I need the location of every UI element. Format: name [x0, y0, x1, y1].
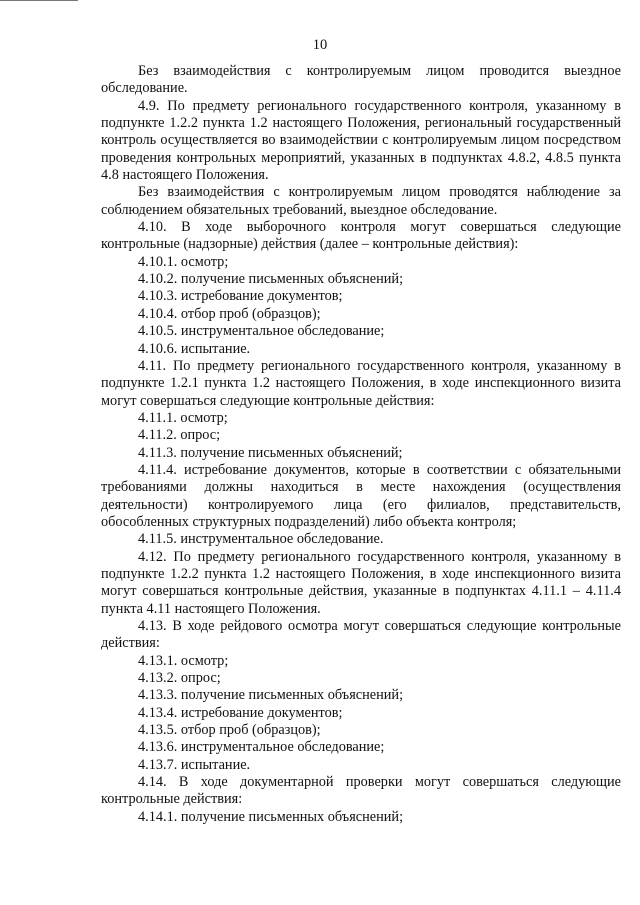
paragraph: Без взаимодействия с контролируемым лицом проводится выездное обследование. — [101, 63, 621, 97]
list-item: 4.11.1. осмотр; — [138, 409, 228, 426]
list-item: 4.13.6. инструментальное обследование; — [138, 739, 385, 756]
list-item: 4.13.1. осмотр; — [138, 652, 229, 669]
list-item: 4.13.5. отбор проб (образцов); — [138, 722, 321, 739]
paragraph: 4.14. В ходе документарной проверки могут совершаться следующие контрольные действия: — [101, 774, 621, 808]
list-item: 4.11.2. опрос; — [138, 427, 221, 444]
list-item: 4.10.4. отбор проб (образцов); — [138, 305, 321, 322]
paragraph: Без взаимодействия с контролируемым лицом проводятся наблюдение за соблюдением обязательных требований, выездное обследование. — [101, 184, 621, 218]
list-item: 4.13.4. истребование документов; — [138, 704, 343, 721]
paragraph: 4.12. По предмету регионального государственного контроля, указанному в подпункте 1.2.2 пункта 1.2 настоящего Положения, в ходе инспекционного визита могут совершаться контрольные действия, указанные в подпунктах 4.11.1 – 4.11.4 пункта 4.11 настоящего Положения. — [101, 548, 621, 617]
paragraph: 4.11. По предмету регионального государственного контроля, указанному в подпункте 1.2.1 пункта 1.2 настоящего Положения, в ходе инспекционного визита могут совершаться следующие контрольные действия: — [101, 357, 621, 409]
list-item: 4.13.7. испытание. — [138, 756, 251, 773]
scan-edge-line — [0, 0, 78, 1]
list-item: 4.13.2. опрос; — [138, 670, 221, 687]
list-item: 4.10.5. инструментальное обследование; — [138, 323, 385, 340]
list-item: 4.11.3. получение письменных объяснений; — [138, 444, 403, 461]
list-item: 4.10.3. истребование документов; — [138, 288, 343, 305]
paragraph: 4.11.4. истребование документов, которые в соответствии с обязательными требованиями должны находиться в месте нахождения (осуществления деятельности) контролируемого лица (его филиалов, представительств, обособленных структурных подразделений) либо объекта контроля; — [101, 461, 621, 530]
list-item: 4.10.6. испытание. — [138, 340, 251, 357]
list-item: 4.11.5. инструментальное обследование. — [138, 531, 384, 548]
list-item: 4.14.1. получение письменных объяснений; — [138, 808, 404, 825]
document-body — [101, 63, 621, 826]
paragraph: 4.13. В ходе рейдового осмотра могут совершаться следующие контрольные действия: — [101, 618, 621, 652]
page-number: 10 — [312, 37, 328, 53]
list-item: 4.10.1. осмотр; — [138, 253, 229, 270]
paragraph: 4.10. В ходе выборочного контроля могут совершаться следующие контрольные (надзорные) действия (далее – контрольные действия): — [101, 219, 621, 253]
paragraph: 4.9. По предмету регионального государственного контроля, указанному в подпункте 1.2.2 пункта 1.2 настоящего Положения, региональный государственный контроль осуществляется во взаимодействии с контролируемым лицом посредством проведения контрольных мероприятий, указанных в подпунктах 4.8.2, 4.8.5 пункта 4.8 настоящего Положения. — [101, 97, 621, 184]
list-item: 4.10.2. получение письменных объяснений; — [138, 271, 404, 288]
list-item: 4.13.3. получение письменных объяснений; — [138, 687, 404, 704]
